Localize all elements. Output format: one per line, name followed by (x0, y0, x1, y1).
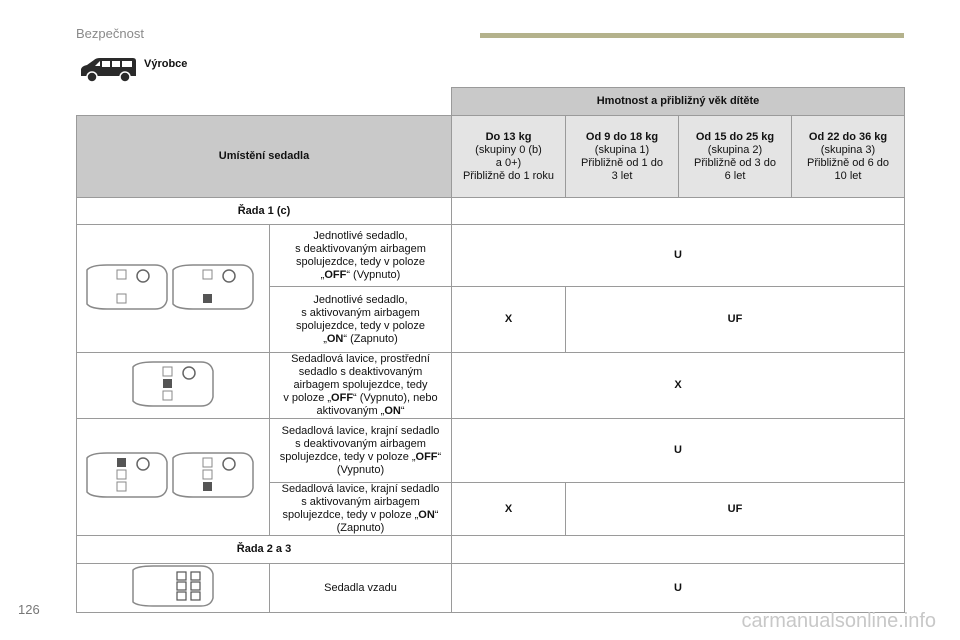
seat-description: Sedadlová lavice, krajní sedadlo s deaktivovaným airbagem spolujezdce, tedy v poloze „OFF“ (Vypnuto) (270, 419, 452, 483)
seat-description: Sedadlová lavice, prostřední sedadlo s deaktivovaným airbagem spolujezdce, tedy v poloze „OFF“ (Vypnuto), nebo aktivovaným „ON“ (270, 353, 452, 419)
car-seat-layout-icon (81, 450, 266, 500)
car-seat-layout-icon (81, 359, 266, 409)
seat-position-header: Umístění sedadla (77, 116, 452, 198)
value-cell: X (452, 287, 566, 353)
section-title: Bezpečnost (76, 26, 144, 41)
header-row-groups (77, 116, 905, 198)
child-seat-table (76, 87, 905, 613)
value-cell: U (452, 564, 905, 613)
group-header-0: Do 13 kg (skupiny 0 (b) a 0+) Přibližně do 1 roku (452, 116, 566, 198)
table-row (77, 419, 905, 483)
row-1-title: Řada 1 (c) (77, 198, 452, 225)
group-header-2: Od 15 do 25 kg (skupina 2) Přibližně od 3 do 6 let (679, 116, 792, 198)
seat-description: Jednotlivé sedadlo, s aktivovaným airbagem spolujezdce, tedy v poloze „ON“ (Zapnuto) (270, 287, 452, 353)
car-seat-layout-icon (81, 564, 266, 608)
header-row-mass (77, 88, 905, 116)
mass-header: Hmotnost a přibližný věk dítěte (452, 88, 905, 116)
page-number: 126 (18, 602, 40, 617)
row-1-title-row (77, 198, 905, 225)
van-icon (78, 56, 138, 84)
seat-description: Jednotlivé sedadlo, s deaktivovaným airbagem spolujezdce, tedy v poloze „OFF“ (Vypnuto) (270, 225, 452, 287)
seat-description: Sedadlová lavice, krajní sedadlo s aktivovaným airbagem spolujezdce, tedy v poloze „ON“ (Zapnuto) (270, 483, 452, 536)
group-header-3: Od 22 do 36 kg (skupina 3) Přibližně od 6 do 10 let (792, 116, 905, 198)
header-rule (480, 33, 904, 38)
value-cell: UF (566, 483, 905, 536)
table-row (77, 353, 905, 419)
value-cell: U (452, 419, 905, 483)
table-row (77, 564, 905, 613)
row-2-title-row (77, 536, 905, 564)
single-seat-diagram (77, 225, 270, 353)
seat-description: Sedadla vzadu (270, 564, 452, 613)
group-header-1: Od 9 do 18 kg (skupina 1) Přibližně od 1 do 3 let (566, 116, 679, 198)
rear-seats-diagram (77, 564, 270, 613)
maker-label: Výrobce (144, 58, 188, 70)
value-cell: U (452, 225, 905, 287)
value-cell: X (452, 353, 905, 419)
bench-outer-seat-diagram (77, 419, 270, 536)
row-2-title: Řada 2 a 3 (77, 536, 452, 564)
value-cell: UF (566, 287, 905, 353)
value-cell: X (452, 483, 566, 536)
watermark: carmanualsonline.info (741, 610, 936, 632)
car-seat-layout-icon (81, 262, 266, 312)
bench-middle-seat-diagram (77, 353, 270, 419)
table-row (77, 225, 905, 287)
